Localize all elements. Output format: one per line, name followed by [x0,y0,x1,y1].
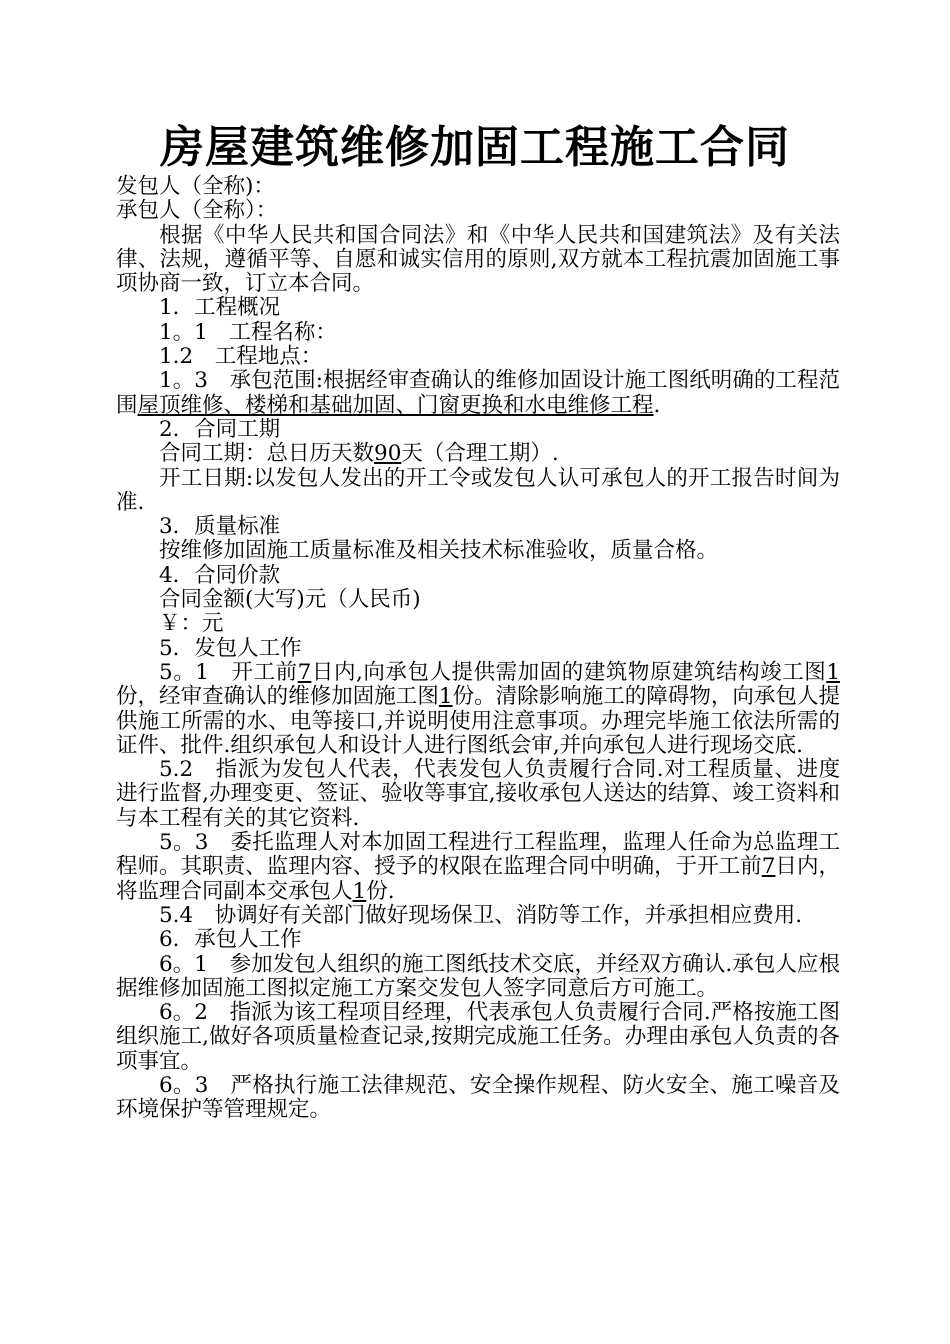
clause-5-3-text-b: 日内，将监理合同副本交承包人 [116,854,840,904]
section-1-heading: 1．工程概况 [159,295,281,321]
clause-5-2: 5.2 指派为发包人代表，代表发包人负责履行合同.对工程质量、进度进行监督,办理变更、签证、验收等事宜,接收承包人送达的结算、竣工资料和与本工程有关的其它资料. [116,757,840,831]
clause-1-3-end: . [653,392,661,418]
clause-1-3-text: 1。3 承包范围:根据经审查确认的维修加固设计施工图纸明确的工程范围 [116,368,840,418]
clause-1-3 [116,369,840,418]
clause-5-3-text-c: 份. [366,878,395,904]
section-6-heading: 6．承包人工作 [159,927,302,953]
duration-text: 合同工期：总日历天数 [159,441,375,467]
clause-5-1-text-d: 份。清除影响施工的障碍物，向承包人提供施工所需的水、电等接口,并说明使用注意事项。办理完毕施工依法所需的证件、批件.组织承包人和设计人进行图纸会审,并向承包人进行现场交底. [116,684,840,758]
document-body [116,175,840,1123]
clause-5-1-copies-b: 1 [438,684,453,710]
clause-5-1-days: 7 [297,659,312,685]
contract-duration-line [116,442,840,466]
document-title: 房屋建筑维修加固工程施工合同 [160,122,790,173]
contractor-line: 承包人（全称）： [116,198,278,224]
clause-6-2: 6。2 指派为该工程项目经理，代表承包人负责履行合同.严格按施工图组织施工,做好各项质量检查记录,按期完成施工任务。办理由承包人负责的各项事宜。 [116,1000,840,1074]
clause-1-2: 1.2 工程地点： [159,344,323,370]
contract-amount-line: 合同金额(大写)元（人民币) [159,587,421,613]
employer-line: 发包人（全称)： [116,174,275,199]
start-date-line: 开工日期:以发包人发出的开工令或发包人认可承包人的开工报告时间为准. [116,465,840,515]
clause-6-3: 6。3 严格执行施工法律规范、安全操作规程、防火安全、施工噪音及环境保护等管理规定。 [116,1072,840,1123]
clause-1-1: 1。1 工程名称： [159,319,337,345]
clause-6-1: 6。1 参加发包人组织的施工图纸技术交底，并经双方确认.承包人应根据维修加固施工图拟定施工方案交发包人签字同意后方可施工。 [116,951,840,1001]
clause-5-1-text-c: 份，经审查确认的维修加固施工图 [116,684,439,710]
preamble-paragraph: 根据《中华人民共和国合同法》和《中华人民共和国建筑法》及有关法律、法规，遵循平等、自愿和诚实信用的原则,双方就本工程抗震加固施工事项协商一致，订立本合同。 [116,222,840,297]
clause-5-1-text-a: 5。1 开工前 [159,659,298,685]
duration-days: 90 [374,441,402,467]
clause-5-3 [116,831,840,904]
section-3-heading: 3．质量标准 [159,514,281,540]
section-4-heading: 4．合同价款 [159,562,281,588]
clause-5-1-text-b: 日内,向承包人提供需加固的建筑物原建筑结构竣工图 [311,659,827,685]
clause-5-1 [116,661,840,758]
section-5-heading: 5．发包人工作 [159,635,302,661]
clause-5-1-copies-a: 1 [826,659,840,685]
section-2-heading: 2．合同工期 [159,416,281,442]
clause-5-4: 5.4 协调好有关部门做好现场保卫、消防等工作，并承担相应费用. [159,902,803,928]
contract-amount-yen-line: ￥：元 [159,611,224,637]
quality-standard-line: 按维修加固施工质量标准及相关技术标准验收，质量合格。 [159,538,719,564]
clause-5-3-text-a: 5。3 委托监理人对本加固工程进行工程监理，监理人任命为总监理工程师。其职责、监理内容、授予的权限在监理合同中明确，于开工前 [116,830,840,880]
clause-5-3-copies: 1 [352,878,367,904]
duration-text-end: 天（合理工期）. [401,441,559,467]
clause-1-3-scope: 屋顶维修、楼梯和基础加固、门窗更换和水电维修工程 [137,392,654,418]
clause-5-3-days: 7 [761,854,776,880]
